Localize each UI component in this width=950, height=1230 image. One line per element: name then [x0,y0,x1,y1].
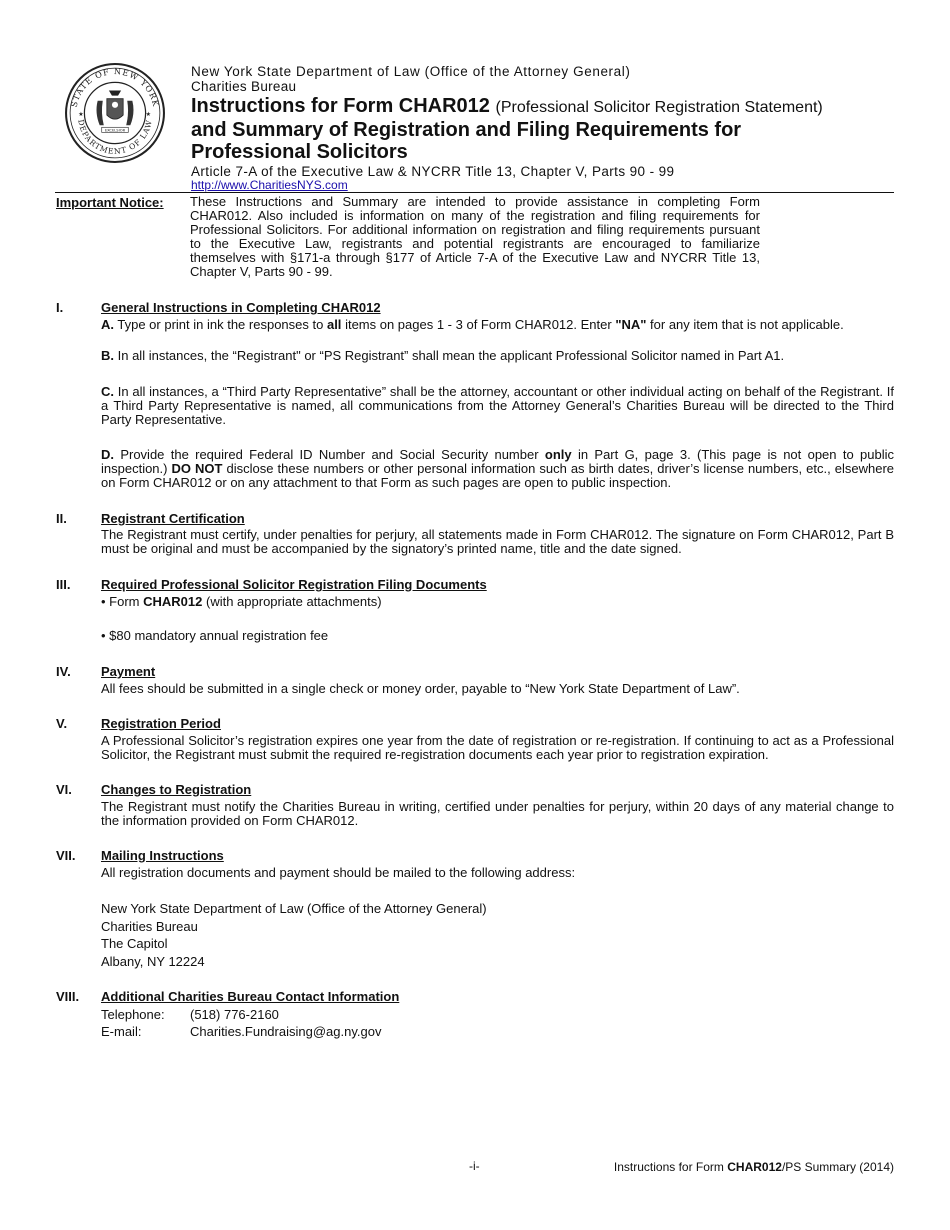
subtitle-line1: and Summary of Registration and Filing Requirements for [191,119,742,141]
section-title: Payment [101,664,156,679]
svg-text:★: ★ [145,111,152,119]
phone-number: (518) 776-2160 [190,1007,279,1022]
section-title: Registration Period [101,716,221,731]
instruction-d: D. Provide the required Federal ID Number and Social Security number only in Part G, page 3. (This page is not open to public inspection.) DO NOT disclose these numbers or other personal information such as birth dates, driver’s license numbers, etc., elsewhere on Form CHAR012 or on any attachment to that Form as such pages are open to public inspection. [101,447,894,490]
section-text: All fees should be submitted in a single check or money order, payable to “New York State Department of Law”. [101,681,740,696]
address-line: Albany, NY 12224 [101,953,205,969]
svg-text:★: ★ [78,111,84,119]
charities-website-link[interactable]: http://www.CharitiesNYS.com [191,178,348,192]
subtitle-line2: Professional Solicitors [191,141,408,163]
section-number: I. [56,300,64,315]
section-title: Required Professional Solicitor Registration Filing Documents [101,577,487,592]
section-title: Additional Charities Bureau Contact Information [101,989,400,1004]
section-number: VIII. [56,989,80,1004]
email-address: Charities.Fundraising@ag.ny.gov [190,1024,382,1039]
article-reference: Article 7-A of the Executive Law & NYCRR Title 13, Chapter V, Parts 90 - 99 [191,164,675,179]
section-title: General Instructions in Completing CHAR012 [101,300,381,315]
address-line: Charities Bureau [101,918,198,934]
seal-text-top: STATE OF NEW YORK [68,66,162,109]
seal-banner: EXCELSIOR [104,128,126,133]
seal-text-bottom: DEPARTMENT OF LAW [76,118,154,156]
section-text: The Registrant must notify the Charities Bureau in writing, certified under penalties for perjury, within 20 days of any material change to the information provided on Form CHAR012. [101,799,894,828]
section-title: Registrant Certification [101,511,245,526]
notice-label: Important Notice: [56,195,164,210]
section-number: VII. [56,848,76,863]
title-paren: (Professional Solicitor Registration Statement) [495,99,823,116]
page-number: -i- [469,1159,480,1173]
section-title: Mailing Instructions [101,848,224,863]
svg-text:DEPARTMENT OF LAW [76,119,154,156]
contact-info [101,1006,381,1040]
address-line: New York State Department of Law (Office of the Attorney General) [101,901,487,916]
phone-label: Telephone: [101,1007,165,1022]
bureau-name: Charities Bureau [191,79,297,94]
instruction-b: B. In all instances, the “Registrant" or “PS Registrant” shall mean the applicant Professional Solicitor named in Part A1. [101,348,785,363]
section-number: IV. [56,664,71,679]
list-item: • Form CHAR012 (with appropriate attachments) [101,594,382,609]
address-line: The Capitol [101,936,168,951]
document-header [191,64,891,192]
section-text: All registration documents and payment should be mailed to the following address: [101,865,576,880]
ny-department-of-law-seal [64,62,166,164]
section-number: II. [56,511,67,526]
section-number: III. [56,577,71,592]
section-number: V. [56,716,68,731]
section-title: Changes to Registration [101,782,252,797]
instruction-c: C. In all instances, a “Third Party Representative” shall be the attorney, accountant or other individual acting on behalf of the Registrant. If a Third Party Representative is named, all communications from the Attorney General’s Charities Bureau will be directed to the Third Party Representative. [101,384,894,427]
title-bold: Instructions for Form CHAR012 [191,95,490,117]
section-text: A Professional Solicitor’s registration expires one year from the date of registration or re-registration. If continuing to act as a Professional Solicitor, the Registrant must submit the required re-registration documents each year prior to registration expiration. [101,733,894,762]
instruction-a: A. Type or print in ink the responses to all items on pages 1 - 3 of Form CHAR012. Enter "NA" for any item that is not applicable. [101,317,844,332]
email-label: E-mail: [101,1024,142,1039]
section-number: VI. [56,782,72,797]
page-title [191,95,891,119]
list-item: • $80 mandatory annual registration fee [101,628,329,643]
footer-form-title: Instructions for Form CHAR012/PS Summary (2014) [613,1160,894,1174]
header-divider [55,192,894,193]
mailing-address [101,900,487,970]
agency-name: New York State Department of Law (Office of the Attorney General) [191,64,631,79]
section-text: The Registrant must certify, under penalties for perjury, all statements made in Form CHAR012. The signature on Form CHAR012, Part B must be original and must be accompanied by the signatory’s printed name, title and the date signed. [101,527,894,556]
notice-text: These Instructions and Summary are intended to provide assistance in completing Form CHAR012. Also included is information on many of the registration and filing requirements for Professional Solicitors. For additional information on registration and filing requirements pursuant to the Executive Law, registrants and potential registrants are encouraged to familiarize themselves with §171-a through §177 of Article 7-A of the Executive Law and NYCRR Title 13, Chapter V, Parts 90 - 99. [190,194,760,279]
